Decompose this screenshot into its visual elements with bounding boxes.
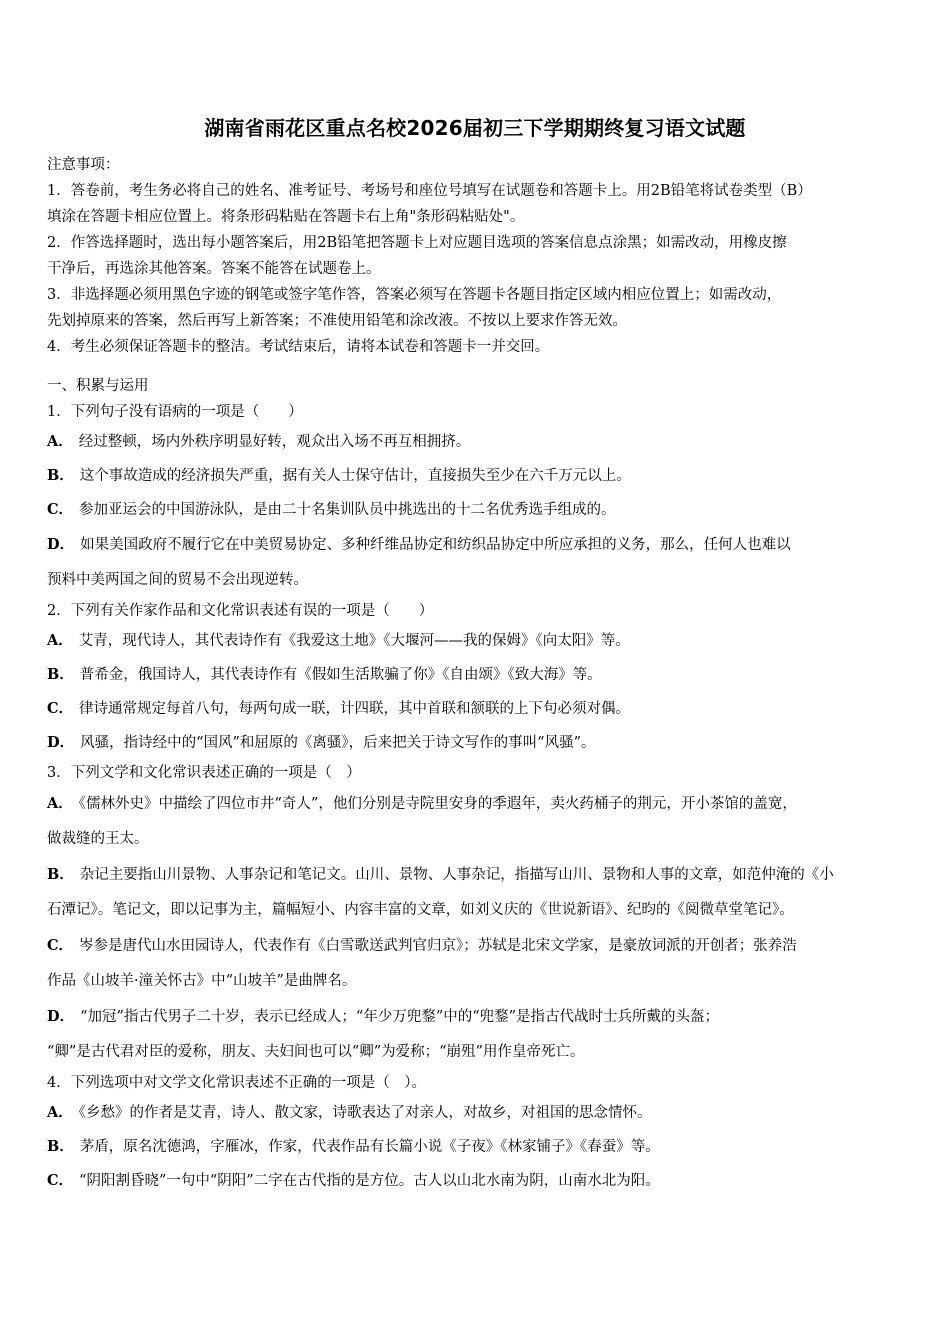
question-stem: 2．下列有关作家作品和文化常识表述有误的一项是（ ） [47, 603, 434, 619]
section-heading: 一、积累与运用 [47, 378, 149, 394]
option-text: 茅盾，原名沈德鸿，字雁冰，作家，代表作品有长篇小说《子夜》《林家铺子》《春蚕》等。 [79, 1139, 660, 1155]
option-label: A． [47, 433, 73, 450]
option-text: “阴阳割昏晓”一句中“阴阳”二字在古代指的是方位。古人以山北水南为阴，山南水北为阳。 [79, 1173, 660, 1189]
option-c [47, 928, 917, 999]
section-accumulation [47, 373, 917, 1198]
option-c [47, 692, 917, 726]
option-c [47, 1164, 917, 1198]
option-label: B． [47, 467, 74, 484]
notes-line: 先划掉原来的答案，然后再写上新答案；不准使用铅笔和涂改液。不按以上要求作答无效。 [47, 313, 627, 329]
notes-line: 干净后，再选涂其他答案。答案不能答在试题卷上。 [47, 261, 381, 277]
option-text: 这个事故造成的经济损失严重，据有关人士保守估计，直接损失至少在六千万元以上。 [79, 468, 631, 484]
option-text-continued: 作品《山坡羊·潼关怀古》中“山坡羊”是曲牌名。 [47, 973, 357, 989]
option-text: “加冠”指古代男子二十岁，表示已经成人；“年少万兜鍪”中的“兜鍪”是指古代战时士兵所戴的头盔； [80, 1009, 720, 1025]
option-label: A． [47, 795, 73, 812]
question-stem: 4．下列选项中对文学文化常识表述不正确的一项是（ ）。 [47, 1075, 426, 1091]
option-c [47, 493, 917, 527]
option-text: 《儒林外史》中描绘了四位市井“奇人”，他们分别是寺院里安身的季遐年，卖火药桶子的荆元，开小茶馆的盖宽， [78, 796, 797, 812]
option-label: C． [47, 1172, 74, 1189]
option-label: D． [47, 536, 75, 553]
option-d [47, 527, 917, 598]
option-label: B． [47, 666, 74, 683]
option-text: 如果美国政府不履行它在中美贸易协定、多种纤维品协定和纺织品协定中所应承担的义务，那么，任何人也难以 [80, 537, 791, 553]
option-text: 经过整顿，场内外秩序明显好转，观众出入场不再互相拥挤。 [78, 434, 471, 450]
option-a [47, 1096, 917, 1130]
option-b [47, 658, 917, 692]
option-text-continued: “卿”是古代君对臣的爱称，朋友、夫妇间也可以“卿”为爱称；“崩殂”用作皇帝死亡。 [47, 1044, 585, 1060]
notes-heading: 注意事项： [47, 157, 120, 173]
option-d [47, 726, 917, 760]
option-label: C． [47, 937, 74, 954]
option-text-continued: 做裁缝的王太。 [47, 831, 149, 847]
option-text: 参加亚运会的中国游泳队，是由二十名集训队员中挑选出的十二名优秀选手组成的。 [79, 502, 616, 518]
notes-line: 4．考生必须保证答题卡的整洁。考试结束后，请将本试卷和答题卡一并交回。 [47, 339, 550, 355]
option-text-continued: 预料中美两国之间的贸易不会出现逆转。 [47, 572, 308, 588]
option-b [47, 1130, 917, 1164]
notes-block [47, 152, 907, 360]
option-text: 风骚，指诗经中的“国风”和屈原的《离骚》，后来把关于诗文写作的事叫“风骚”。 [80, 735, 596, 751]
option-a [47, 624, 917, 658]
option-text: 艾青，现代诗人，其代表诗作有《我爱这土地》《大堰河——我的保姆》《向太阳》等。 [78, 633, 630, 649]
question-stem: 1．下列句子没有语病的一项是（ ） [47, 404, 303, 420]
option-label: A． [47, 1104, 73, 1121]
option-label: B． [47, 866, 74, 883]
option-label: C． [47, 501, 74, 518]
option-label: D． [47, 1008, 75, 1025]
option-label: D． [47, 734, 75, 751]
page-title: 湖南省雨花区重点名校2026届初三下学期期终复习语文试题 [204, 116, 746, 140]
question-stem: 3．下列文学和文化常识表述正确的一项是（ ） [47, 765, 361, 781]
option-a [47, 425, 917, 459]
option-text: 岑参是唐代山水田园诗人，代表作有《白雪歌送武判官归京》；苏轼是北宋文学家，是豪放词派的开创者；张养浩 [79, 938, 797, 954]
option-text-continued: 石潭记》。笔记文，即以记事为主，篇幅短小、内容丰富的文章，如刘义庆的《世说新语》、纪昀的《阅微草堂笔记》。 [47, 902, 794, 918]
option-b [47, 857, 917, 928]
notes-line: 填涂在答题卡相应位置上。将条形码粘贴在答题卡右上角"条形码粘贴处"。 [47, 209, 525, 225]
option-text: 律诗通常规定每首八句，每两句成一联，计四联，其中首联和颔联的上下句必须对偶。 [79, 701, 631, 717]
option-label: C． [47, 700, 74, 717]
notes-line: 2．作答选择题时，选出每小题答案后，用2B铅笔把答题卡上对应题目选项的答案信息点涂黑；如需改动，用橡皮擦 [47, 235, 787, 251]
notes-line: 1．答卷前，考生务必将自己的姓名、准考证号、考场号和座位号填写在试题卷和答题卡上。用2B铅笔将试卷类型（B） [47, 183, 812, 199]
option-text: 普希金，俄国诗人，其代表诗作有《假如生活欺骗了你》《自由颂》《致大海》等。 [79, 667, 602, 683]
option-label: B． [47, 1138, 74, 1155]
notes-line: 3．非选择题必须用黑色字迹的钢笔或签字笔作答，答案必须写在答题卡各题目指定区域内相应位置上；如需改动， [47, 287, 782, 303]
option-label: A． [47, 632, 73, 649]
option-text: 《乡愁》的作者是艾青，诗人、散文家，诗歌表达了对亲人，对故乡，对祖国的思念情怀。 [78, 1105, 652, 1121]
option-a [47, 786, 917, 857]
option-d [47, 999, 917, 1070]
option-b [47, 459, 917, 493]
option-text: 杂记主要指山川景物、人事杂记和笔记文。山川、景物、人事杂记，指描写山川、景物和人事的文章，如范仲淹的《小 [79, 867, 834, 883]
